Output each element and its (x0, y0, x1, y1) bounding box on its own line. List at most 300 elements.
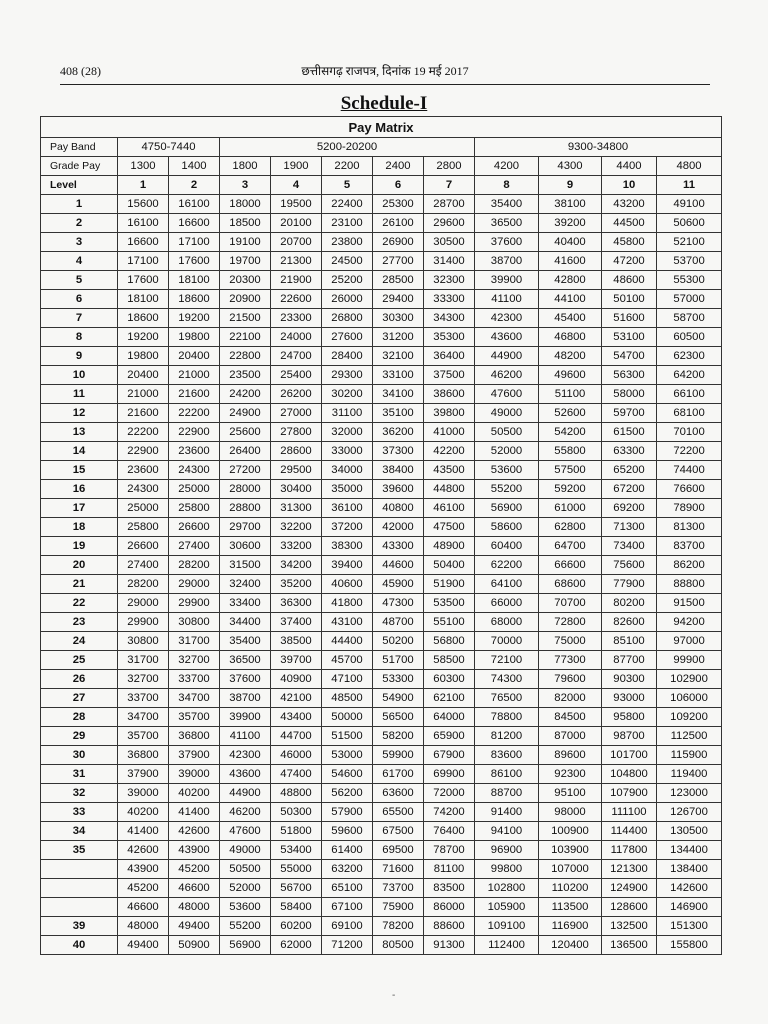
table-row (41, 670, 722, 689)
row-number: 31 (41, 765, 118, 784)
pay-cell: 42600 (169, 822, 220, 841)
row-number: 4 (41, 252, 118, 271)
pay-cell: 30300 (373, 309, 424, 328)
pay-cell: 53700 (657, 252, 722, 271)
pay-cell: 136500 (602, 936, 657, 955)
pay-cell: 112400 (475, 936, 539, 955)
row-number: 22 (41, 594, 118, 613)
pay-cell: 61400 (322, 841, 373, 860)
pay-cell: 30400 (271, 480, 322, 499)
pay-cell: 51900 (424, 575, 475, 594)
pay-cell: 134400 (657, 841, 722, 860)
pay-cell: 27000 (271, 404, 322, 423)
row-number: 9 (41, 347, 118, 366)
pay-cell: 80500 (373, 936, 424, 955)
pay-cell: 18500 (220, 214, 271, 233)
pay-cell: 47300 (373, 594, 424, 613)
pay-cell: 68600 (539, 575, 602, 594)
pay-cell: 46200 (220, 803, 271, 822)
level-cell: 3 (220, 176, 271, 195)
pay-cell: 62200 (475, 556, 539, 575)
pay-cell: 42300 (220, 746, 271, 765)
row-number: 5 (41, 271, 118, 290)
table-row (41, 309, 722, 328)
table-row (41, 461, 722, 480)
pay-cell: 39800 (424, 404, 475, 423)
pay-cell: 155800 (657, 936, 722, 955)
pay-cell: 115900 (657, 746, 722, 765)
row-number: 29 (41, 727, 118, 746)
pay-cell: 66600 (539, 556, 602, 575)
pay-cell: 24300 (118, 480, 169, 499)
pay-cell: 94100 (475, 822, 539, 841)
pay-cell: 23500 (220, 366, 271, 385)
pay-cell: 87700 (602, 651, 657, 670)
pay-cell: 63200 (322, 860, 373, 879)
pay-cell: 60400 (475, 537, 539, 556)
row-number: 14 (41, 442, 118, 461)
pay-cell: 24300 (169, 461, 220, 480)
pay-cell: 50000 (322, 708, 373, 727)
table-row (41, 651, 722, 670)
pay-cell: 50900 (169, 936, 220, 955)
pay-cell: 21500 (220, 309, 271, 328)
row-number: 10 (41, 366, 118, 385)
pay-cell: 34000 (322, 461, 373, 480)
pay-cell: 41100 (475, 290, 539, 309)
pay-cell: 98000 (539, 803, 602, 822)
pay-cell: 44900 (220, 784, 271, 803)
pay-cell: 116900 (539, 917, 602, 936)
table-row (41, 632, 722, 651)
pay-cell: 23800 (322, 233, 373, 252)
pay-cell: 70000 (475, 632, 539, 651)
pay-cell: 29900 (169, 594, 220, 613)
row-number: 32 (41, 784, 118, 803)
level-cell: 11 (657, 176, 722, 195)
pay-cell: 40400 (539, 233, 602, 252)
pay-cell: 68100 (657, 404, 722, 423)
pay-cell: 71300 (602, 518, 657, 537)
level-cell: 2 (169, 176, 220, 195)
pay-cell: 21600 (169, 385, 220, 404)
pay-cell: 23100 (322, 214, 373, 233)
row-number: 15 (41, 461, 118, 480)
pay-cell: 78700 (424, 841, 475, 860)
pay-cell: 26600 (118, 537, 169, 556)
pay-cell: 36200 (373, 423, 424, 442)
pay-cell: 63600 (373, 784, 424, 803)
table-row (41, 841, 722, 860)
pay-cell: 49000 (220, 841, 271, 860)
pay-cell: 48700 (373, 613, 424, 632)
pay-cell: 103900 (539, 841, 602, 860)
pay-cell: 49400 (118, 936, 169, 955)
pay-cell: 151300 (657, 917, 722, 936)
pay-cell: 58500 (424, 651, 475, 670)
level-cell: 8 (475, 176, 539, 195)
pay-cell: 52600 (539, 404, 602, 423)
pay-cell: 20700 (271, 233, 322, 252)
grade-pay-cell: 4800 (657, 157, 722, 176)
pay-cell: 20100 (271, 214, 322, 233)
pay-cell: 55800 (539, 442, 602, 461)
pay-cell: 32400 (220, 575, 271, 594)
row-number: 17 (41, 499, 118, 518)
level-cell: 1 (118, 176, 169, 195)
pay-cell: 25000 (118, 499, 169, 518)
pay-cell: 43400 (271, 708, 322, 727)
pay-cell: 27800 (271, 423, 322, 442)
pay-cell: 22100 (220, 328, 271, 347)
grade-pay-cell: 4200 (475, 157, 539, 176)
pay-cell: 37600 (475, 233, 539, 252)
pay-cell: 29600 (424, 214, 475, 233)
pay-cell: 96900 (475, 841, 539, 860)
pay-band-row (41, 138, 722, 157)
pay-cell: 26900 (373, 233, 424, 252)
pay-cell: 28400 (322, 347, 373, 366)
pay-cell: 56800 (424, 632, 475, 651)
pay-cell: 105900 (475, 898, 539, 917)
pay-cell: 30800 (169, 613, 220, 632)
pay-cell: 81100 (424, 860, 475, 879)
pay-cell: 18100 (169, 271, 220, 290)
pay-cell: 91400 (475, 803, 539, 822)
pay-cell: 25800 (169, 499, 220, 518)
pay-cell: 53600 (475, 461, 539, 480)
pay-cell: 18100 (118, 290, 169, 309)
page-mark: - (392, 990, 396, 1001)
pay-cell: 24900 (220, 404, 271, 423)
pay-cell: 88800 (657, 575, 722, 594)
pay-cell: 47600 (220, 822, 271, 841)
pay-cell: 33700 (169, 670, 220, 689)
pay-cell: 34400 (220, 613, 271, 632)
pay-cell: 69200 (602, 499, 657, 518)
pay-cell: 45800 (602, 233, 657, 252)
table-row (41, 708, 722, 727)
pay-cell: 49100 (657, 195, 722, 214)
pay-cell: 27700 (373, 252, 424, 271)
pay-cell: 89600 (539, 746, 602, 765)
pay-cell: 74300 (475, 670, 539, 689)
level-cell: 9 (539, 176, 602, 195)
pay-cell: 38700 (220, 689, 271, 708)
pay-cell: 65100 (322, 879, 373, 898)
pay-cell: 54700 (602, 347, 657, 366)
pay-cell: 39000 (118, 784, 169, 803)
pay-cell: 35100 (373, 404, 424, 423)
pay-cell: 76600 (657, 480, 722, 499)
table-row (41, 442, 722, 461)
pay-cell: 66100 (657, 385, 722, 404)
pay-cell: 54200 (539, 423, 602, 442)
pay-cell: 87000 (539, 727, 602, 746)
table-row (41, 195, 722, 214)
pay-cell: 51500 (322, 727, 373, 746)
pay-cell: 51700 (373, 651, 424, 670)
pay-cell: 46200 (475, 366, 539, 385)
pay-cell: 51800 (271, 822, 322, 841)
table-row (41, 385, 722, 404)
pay-cell: 67100 (322, 898, 373, 917)
pay-cell: 24500 (322, 252, 373, 271)
row-number (41, 898, 118, 917)
row-number: 12 (41, 404, 118, 423)
grade-pay-cell: 1400 (169, 157, 220, 176)
pay-cell: 36500 (475, 214, 539, 233)
pay-cell: 57900 (322, 803, 373, 822)
pay-cell: 102800 (475, 879, 539, 898)
pay-cell: 23600 (118, 461, 169, 480)
pay-cell: 31200 (373, 328, 424, 347)
pay-band-cell: 9300-34800 (475, 138, 722, 157)
pay-cell: 83700 (657, 537, 722, 556)
pay-cell: 44900 (475, 347, 539, 366)
pay-cell: 64000 (424, 708, 475, 727)
row-number: 2 (41, 214, 118, 233)
pay-cell: 34200 (271, 556, 322, 575)
pay-cell: 104800 (602, 765, 657, 784)
row-number: 8 (41, 328, 118, 347)
pay-cell: 22600 (271, 290, 322, 309)
pay-cell: 86200 (657, 556, 722, 575)
pay-cell: 33100 (373, 366, 424, 385)
table-row (41, 252, 722, 271)
pay-cell: 33000 (322, 442, 373, 461)
pay-cell: 38700 (475, 252, 539, 271)
pay-cell: 28000 (220, 480, 271, 499)
pay-cell: 106000 (657, 689, 722, 708)
pay-cell: 72200 (657, 442, 722, 461)
pay-cell: 39400 (322, 556, 373, 575)
pay-cell: 34100 (373, 385, 424, 404)
table-row (41, 613, 722, 632)
pay-cell: 73400 (602, 537, 657, 556)
pay-cell: 32200 (271, 518, 322, 537)
pay-cell: 30600 (220, 537, 271, 556)
pay-cell: 64700 (539, 537, 602, 556)
pay-cell: 24700 (271, 347, 322, 366)
table-row (41, 214, 722, 233)
pay-cell: 65200 (602, 461, 657, 480)
pay-cell: 28200 (118, 575, 169, 594)
pay-cell: 22400 (322, 195, 373, 214)
row-number: 7 (41, 309, 118, 328)
pay-cell: 107900 (602, 784, 657, 803)
pay-cell: 45700 (322, 651, 373, 670)
pay-cell: 19200 (118, 328, 169, 347)
pay-cell: 45200 (118, 879, 169, 898)
table-caption: Pay Matrix (41, 117, 722, 138)
pay-cell: 43600 (220, 765, 271, 784)
grade-pay-cell: 1300 (118, 157, 169, 176)
pay-cell: 19100 (220, 233, 271, 252)
pay-cell: 31700 (118, 651, 169, 670)
pay-cell: 78200 (373, 917, 424, 936)
pay-cell: 33200 (271, 537, 322, 556)
pay-cell: 43900 (118, 860, 169, 879)
pay-cell: 68000 (475, 613, 539, 632)
pay-cell: 37400 (271, 613, 322, 632)
pay-cell: 83600 (475, 746, 539, 765)
row-number: 1 (41, 195, 118, 214)
pay-cell: 27400 (118, 556, 169, 575)
pay-cell: 49000 (475, 404, 539, 423)
pay-cell: 35200 (271, 575, 322, 594)
pay-cell: 38300 (322, 537, 373, 556)
pay-cell: 75900 (373, 898, 424, 917)
pay-cell: 35000 (322, 480, 373, 499)
pay-cell: 58000 (602, 385, 657, 404)
pay-cell: 41400 (169, 803, 220, 822)
pay-cell: 56500 (373, 708, 424, 727)
pay-cell: 54600 (322, 765, 373, 784)
pay-cell: 26200 (271, 385, 322, 404)
pay-cell: 43200 (602, 195, 657, 214)
table-row (41, 594, 722, 613)
pay-cell: 22200 (118, 423, 169, 442)
pay-cell: 56700 (271, 879, 322, 898)
pay-cell: 22900 (118, 442, 169, 461)
pay-cell: 21000 (118, 385, 169, 404)
table-row (41, 689, 722, 708)
pay-cell: 50200 (373, 632, 424, 651)
row-number: 16 (41, 480, 118, 499)
pay-cell: 41000 (424, 423, 475, 442)
pay-cell: 70700 (539, 594, 602, 613)
pay-cell: 30800 (118, 632, 169, 651)
row-number: 35 (41, 841, 118, 860)
pay-cell: 44400 (322, 632, 373, 651)
pay-cell: 18600 (118, 309, 169, 328)
pay-cell: 39900 (475, 271, 539, 290)
table-row (41, 765, 722, 784)
pay-cell: 50100 (602, 290, 657, 309)
pay-cell: 40200 (118, 803, 169, 822)
pay-cell: 39700 (271, 651, 322, 670)
pay-cell: 47500 (424, 518, 475, 537)
pay-cell: 16600 (118, 233, 169, 252)
pay-cell: 29400 (373, 290, 424, 309)
table-row (41, 271, 722, 290)
pay-cell: 28800 (220, 499, 271, 518)
pay-cell: 61500 (602, 423, 657, 442)
pay-cell: 38400 (373, 461, 424, 480)
pay-cell: 58600 (475, 518, 539, 537)
pay-cell: 47100 (322, 670, 373, 689)
pay-cell: 41100 (220, 727, 271, 746)
pay-cell: 26100 (373, 214, 424, 233)
pay-cell: 37500 (424, 366, 475, 385)
pay-cell: 75600 (602, 556, 657, 575)
table-row (41, 233, 722, 252)
pay-cell: 50500 (220, 860, 271, 879)
pay-cell: 78800 (475, 708, 539, 727)
row-number: 33 (41, 803, 118, 822)
pay-cell: 90300 (602, 670, 657, 689)
pay-cell: 50400 (424, 556, 475, 575)
pay-cell: 88700 (475, 784, 539, 803)
pay-cell: 41600 (539, 252, 602, 271)
page-header (60, 62, 710, 85)
row-number: 18 (41, 518, 118, 537)
level-row (41, 176, 722, 195)
level-label: Level (41, 176, 118, 195)
table-row (41, 917, 722, 936)
pay-cell: 42800 (539, 271, 602, 290)
pay-cell: 39200 (539, 214, 602, 233)
pay-cell: 73700 (373, 879, 424, 898)
pay-cell: 76500 (475, 689, 539, 708)
pay-cell: 80200 (602, 594, 657, 613)
pay-cell: 26400 (220, 442, 271, 461)
pay-cell: 64100 (475, 575, 539, 594)
pay-cell: 33700 (118, 689, 169, 708)
pay-cell: 19200 (169, 309, 220, 328)
pay-cell: 55100 (424, 613, 475, 632)
level-cell: 7 (424, 176, 475, 195)
table-row (41, 480, 722, 499)
pay-cell: 19800 (169, 328, 220, 347)
pay-cell: 94200 (657, 613, 722, 632)
pay-cell: 55200 (475, 480, 539, 499)
pay-cell: 51600 (602, 309, 657, 328)
caption-row (41, 117, 722, 138)
table-row (41, 575, 722, 594)
pay-cell: 22800 (220, 347, 271, 366)
pay-cell: 28200 (169, 556, 220, 575)
row-number: 19 (41, 537, 118, 556)
pay-cell: 28500 (373, 271, 424, 290)
pay-cell: 117800 (602, 841, 657, 860)
pay-cell: 40200 (169, 784, 220, 803)
row-number: 27 (41, 689, 118, 708)
pay-cell: 34300 (424, 309, 475, 328)
row-number: 20 (41, 556, 118, 575)
grade-pay-label: Grade Pay (41, 157, 118, 176)
pay-cell: 48200 (539, 347, 602, 366)
pay-cell: 38500 (271, 632, 322, 651)
table-row (41, 936, 722, 955)
pay-cell: 48500 (322, 689, 373, 708)
pay-cell: 91300 (424, 936, 475, 955)
pay-cell: 31100 (322, 404, 373, 423)
table-row (41, 822, 722, 841)
pay-cell: 37900 (169, 746, 220, 765)
table-row (41, 328, 722, 347)
pay-cell: 35300 (424, 328, 475, 347)
pay-cell: 29700 (220, 518, 271, 537)
pay-cell: 77900 (602, 575, 657, 594)
pay-cell: 50500 (475, 423, 539, 442)
pay-cell: 124900 (602, 879, 657, 898)
pay-cell: 44600 (373, 556, 424, 575)
table-row (41, 879, 722, 898)
pay-cell: 121300 (602, 860, 657, 879)
pay-cell: 92300 (539, 765, 602, 784)
pay-cell: 59700 (602, 404, 657, 423)
pay-cell: 130500 (657, 822, 722, 841)
pay-cell: 85100 (602, 632, 657, 651)
pay-cell: 53300 (373, 670, 424, 689)
pay-cell: 19500 (271, 195, 322, 214)
pay-cell: 16100 (169, 195, 220, 214)
pay-cell: 42600 (118, 841, 169, 860)
pay-cell: 76400 (424, 822, 475, 841)
pay-cell: 21000 (169, 366, 220, 385)
